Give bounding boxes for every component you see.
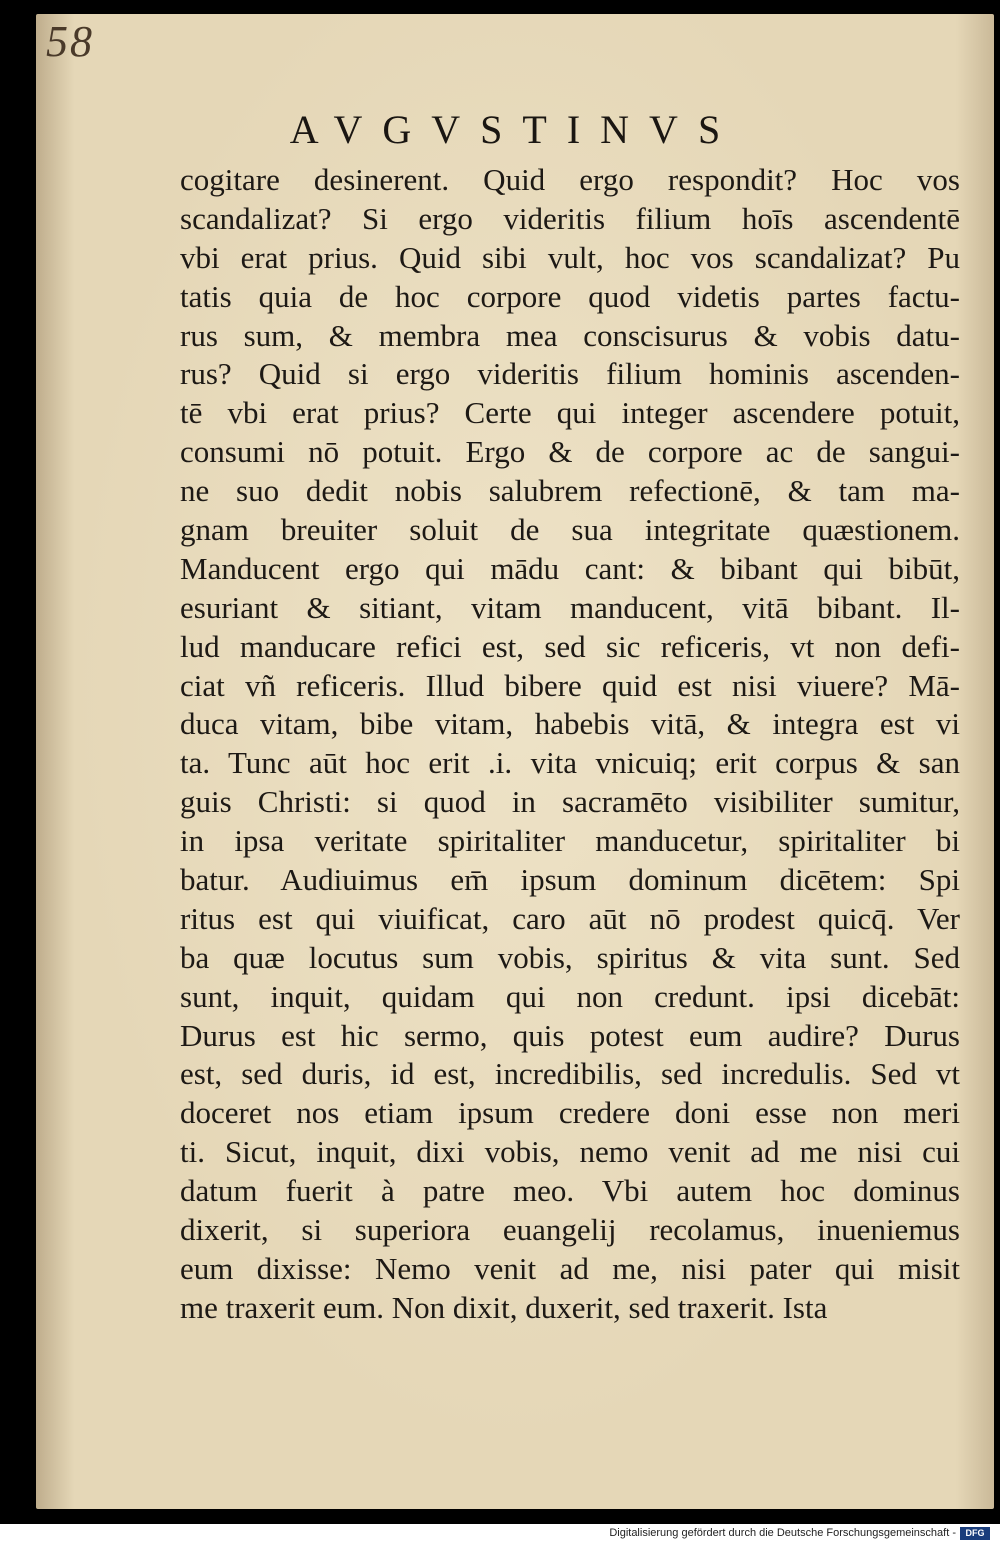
text-line: eum dixisse: Nemo venit ad me, nisi pater qui misit [180, 1250, 960, 1286]
text-line: ba quæ locutus sum vobis, spiritus & vita sunt. Sed [180, 939, 960, 975]
text-line: ne suo dedit nobis salubrem refectionē, & tam ma- [180, 473, 960, 509]
text-line: tē vbi erat prius? Certe qui integer ascendere potuit, [180, 395, 960, 431]
text-block [180, 161, 960, 1328]
text-line: guis Christi: si quod in sacramēto visibiliter sumitur, [180, 784, 960, 820]
text-line: lud manducare refici est, sed sic reficeris, vt non defi- [180, 628, 960, 664]
footer-bar [0, 1524, 1000, 1544]
text-line: esuriant & sitiant, vitam manducent, vitā bibant. Il- [180, 589, 960, 625]
text-line: Manducent ergo qui mādu cant: & bibant qui bibūt, [180, 550, 960, 586]
text-line: dixerit, si superiora euangelij recolamus, inueniemus [180, 1212, 960, 1248]
dfg-logo-icon: DFG [960, 1527, 990, 1540]
text-line: est, sed duris, id est, incredibilis, sed incredulis. Sed vt [180, 1056, 960, 1092]
book-page [36, 14, 994, 1509]
text-line: consumi nō potuit. Ergo & de corpore ac de sangui- [180, 434, 960, 470]
text-line: ti. Sicut, inquit, dixi vobis, nemo venit ad me nisi cui [180, 1134, 960, 1170]
text-line: ta. Tunc aūt hoc erit .i. vita vnicuiq; erit corpus & san [180, 745, 960, 781]
text-line: gnam breuiter soluit de sua integritate quæstionem. [180, 512, 960, 548]
text-line: sunt, inquit, quidam qui non credunt. ipsi dicebāt: [180, 978, 960, 1014]
text-line: me traxerit eum. Non dixit, duxerit, sed traxerit. Ista [180, 1289, 828, 1325]
text-line: scandalizat? Si ergo videritis filium hoīs ascendentē [180, 200, 960, 236]
text-line: cogitare desinerent. Quid ergo respondit? Hoc vos [180, 162, 960, 197]
text-line: tatis quia de hoc corpore quod videtis partes factu- [180, 278, 960, 314]
funding-credit: Digitalisierung gefördert durch die Deutsche Forschungsgemeinschaft - [609, 1527, 956, 1539]
text-line: vbi erat prius. Quid sibi vult, hoc vos scandalizat? Pu [180, 239, 960, 275]
text-line: batur. Audiuimus em̄ ipsum dominum dicētem: Spi [180, 862, 960, 898]
text-line: rus sum, & membra mea conscisurus & vobis datu- [180, 317, 960, 353]
page-number: 58 [46, 17, 94, 66]
text-line: ritus est qui viuificat, caro aūt nō prodest quicq̄. Ver [180, 900, 960, 936]
text-line: in ipsa veritate spiritaliter manducetur, spiritaliter bi [180, 823, 960, 859]
text-line: doceret nos etiam ipsum credere doni esse non meri [180, 1095, 960, 1131]
running-head: AVGVSTINVS [289, 107, 741, 152]
text-line: datum fuerit à patre meo. Vbi autem hoc dominus [180, 1173, 960, 1209]
text-line: Durus est hic sermo, quis potest eum audire? Durus [180, 1017, 960, 1053]
text-line: rus? Quid si ergo videritis filium hominis ascenden- [180, 356, 960, 392]
text-line: ciat vñ reficeris. Illud bibere quid est nisi viuere? Mā- [180, 667, 960, 703]
text-line: duca vitam, bibe vitam, habebis vitā, & integra est vi [180, 706, 960, 742]
